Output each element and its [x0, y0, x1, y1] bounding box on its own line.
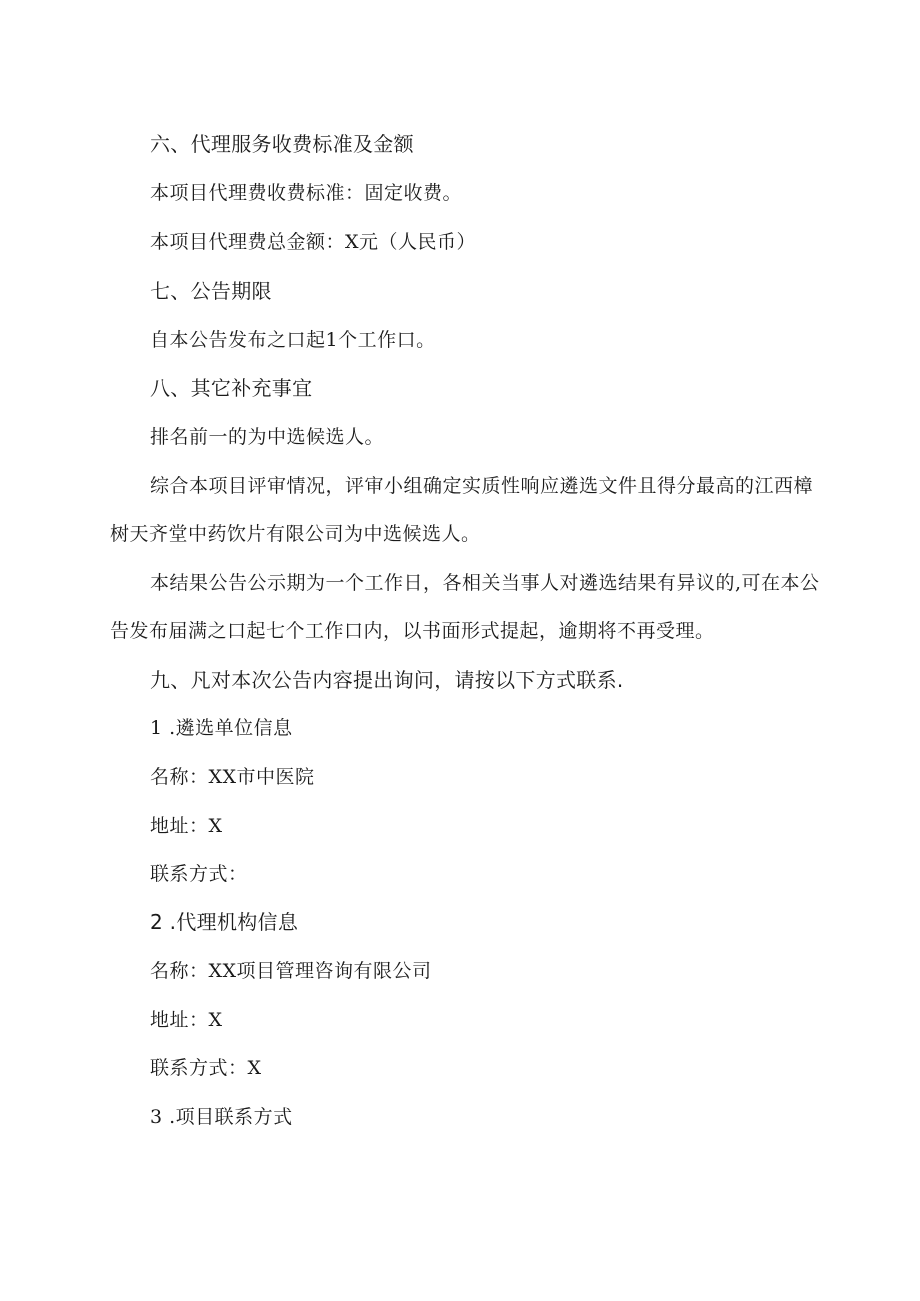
agency-address: 地址：X: [150, 1009, 223, 1031]
section-9-heading: 九、凡对本次公告内容提出询问，请按以下方式联系.: [150, 668, 624, 692]
agency-info-title: 2 .代理机构信息: [150, 910, 299, 934]
fee-total-text: 本项目代理费总金额：X元（人民币）: [150, 231, 477, 253]
section-7-heading: 七、公告期限: [150, 279, 272, 303]
agency-name: 名称：XX项目管理咨询有限公司: [150, 960, 432, 982]
ranking-text: 排名前一的为中选候选人。: [150, 426, 385, 448]
unit-info-title: 1 .遴选单位信息: [150, 717, 293, 739]
objection-para-line-1: 本结果公告公示期为一个工作日，各相关当事人对遴选结果有异议的,可在本公: [150, 572, 820, 594]
evaluation-para-line-2: 树天齐堂中药饮片有限公司为中选候选人。: [110, 523, 481, 545]
unit-name: 名称：XX市中医院: [150, 766, 315, 788]
project-contact-title: 3 .项目联系方式: [150, 1106, 293, 1128]
evaluation-para-line-1: 综合本项目评审情况，评审小组确定实质性响应遴选文件且得分最高的江西樟: [150, 475, 814, 497]
fee-standard-text: 本项目代理费收费标准：固定收费。: [150, 182, 463, 204]
period-text: 自本公告发布之口起1个工作口。: [150, 329, 436, 351]
unit-contact: 联系方式：: [150, 863, 248, 885]
objection-para-line-2: 告发布届满之口起七个工作口内，以书面形式提起，逾期将不再受理。: [110, 620, 715, 642]
section-6-heading: 六、代理服务收费标准及金额: [150, 132, 414, 156]
agency-contact: 联系方式：X: [150, 1057, 262, 1079]
unit-address: 地址：X: [150, 815, 223, 837]
section-8-heading: 八、其它补充事宜: [150, 376, 313, 400]
